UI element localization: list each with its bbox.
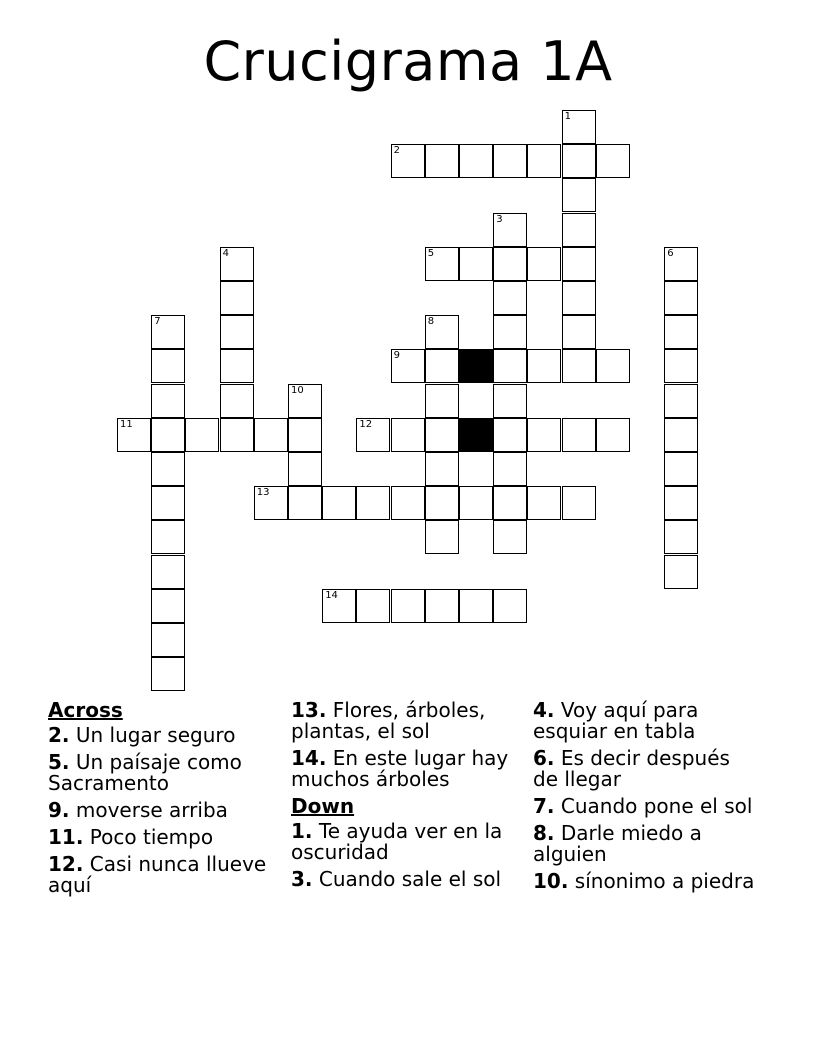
grid-cell[interactable] [391, 418, 425, 452]
clue-across-5: 5. Un paísaje como Sacramento [48, 750, 242, 795]
grid-cell[interactable] [220, 418, 254, 452]
grid-cell[interactable] [117, 418, 151, 452]
clue-across-12: 12. Casi nunca llueve aquí [48, 852, 267, 897]
grid-cell[interactable] [562, 486, 596, 520]
clue-column-2 [291, 700, 526, 896]
clue-column-3 [533, 700, 758, 898]
grid-cell[interactable] [220, 349, 254, 383]
grid-cell[interactable] [151, 452, 185, 486]
grid-cell[interactable] [151, 486, 185, 520]
grid-cell[interactable] [425, 247, 459, 281]
cell-number: 4 [222, 247, 229, 259]
grid-cell[interactable] [254, 418, 288, 452]
clue-down-7: 7. Cuando pone el sol [533, 794, 753, 818]
grid-cell[interactable] [527, 418, 561, 452]
grid-cell[interactable] [254, 486, 288, 520]
grid-cell[interactable] [151, 349, 185, 383]
clue-down-4: 4. Voy aquí para esquiar en tabla [533, 698, 699, 743]
grid-cell[interactable] [562, 144, 596, 178]
grid-cell[interactable] [425, 520, 459, 554]
grid-cell[interactable] [459, 144, 493, 178]
grid-cell[interactable] [664, 247, 698, 281]
grid-cell[interactable] [664, 520, 698, 554]
clue-column-1 [48, 700, 283, 902]
grid-cell[interactable] [493, 486, 527, 520]
grid-cell[interactable] [391, 144, 425, 178]
black-cell [459, 349, 493, 383]
clue-across-14: 14. En este lugar hay muchos árboles [291, 746, 509, 791]
grid-cell[interactable] [493, 349, 527, 383]
grid-cell[interactable] [151, 555, 185, 589]
down-heading: Down [291, 794, 355, 818]
grid-cell[interactable] [664, 384, 698, 418]
cell-number: 3 [496, 213, 503, 225]
grid-cell[interactable] [459, 589, 493, 623]
grid-cell[interactable] [664, 486, 698, 520]
grid-cell[interactable] [425, 486, 459, 520]
grid-cell[interactable] [459, 486, 493, 520]
grid-cell[interactable] [322, 486, 356, 520]
grid-cell[interactable] [596, 144, 630, 178]
grid-cell[interactable] [493, 144, 527, 178]
clue-down-8: 8. Darle miedo a alguien [533, 821, 702, 866]
grid-cell[interactable] [425, 384, 459, 418]
grid-cell[interactable] [562, 110, 596, 144]
grid-cell[interactable] [562, 247, 596, 281]
grid-cell[interactable] [562, 349, 596, 383]
cell-number: 7 [154, 316, 161, 328]
clue-across-2: 2. Un lugar seguro [48, 723, 236, 747]
grid-cell[interactable] [425, 418, 459, 452]
grid-cell[interactable] [664, 349, 698, 383]
cell-number: 13 [256, 487, 270, 499]
clue-across-13: 13. Flores, árboles, plantas, el sol [291, 698, 486, 743]
grid-cell[interactable] [220, 384, 254, 418]
grid-cell[interactable] [664, 418, 698, 452]
grid-cell[interactable] [151, 623, 185, 657]
grid-cell[interactable] [596, 349, 630, 383]
grid-cell[interactable] [151, 589, 185, 623]
grid-cell[interactable] [356, 418, 390, 452]
cell-number: 6 [667, 247, 674, 259]
page-title: Crucigrama 1A [203, 30, 613, 93]
grid-cell[interactable] [527, 349, 561, 383]
clue-down-6: 6. Es decir después de llegar [533, 746, 730, 791]
clue-across-9: 9. moverse arriba [48, 798, 228, 822]
across-heading: Across [48, 698, 123, 722]
grid-cell[interactable] [391, 589, 425, 623]
grid-cell[interactable] [288, 384, 322, 418]
cell-number: 14 [325, 589, 338, 601]
grid-cell[interactable] [425, 315, 459, 349]
grid-cell[interactable] [391, 486, 425, 520]
grid-cell[interactable] [493, 281, 527, 315]
grid-cell[interactable] [151, 315, 185, 349]
grid-cell[interactable] [527, 247, 561, 281]
grid-cell[interactable] [220, 281, 254, 315]
grid-cell[interactable] [664, 555, 698, 589]
grid-cell[interactable] [664, 281, 698, 315]
grid-cell[interactable] [527, 486, 561, 520]
grid-cell[interactable] [596, 418, 630, 452]
grid-cell[interactable] [664, 452, 698, 486]
grid-cell[interactable] [493, 452, 527, 486]
cell-number: 2 [393, 145, 400, 157]
grid-cell[interactable] [493, 589, 527, 623]
black-cell [459, 418, 493, 452]
cell-number: 12 [359, 418, 373, 430]
grid-cell[interactable] [356, 589, 390, 623]
grid-cell[interactable] [562, 213, 596, 247]
cell-number: 8 [427, 316, 435, 328]
grid-cell[interactable] [288, 452, 322, 486]
cell-number: 9 [393, 350, 400, 362]
cell-number: 11 [120, 418, 133, 430]
grid-cell[interactable] [288, 418, 322, 452]
grid-cell[interactable] [562, 178, 596, 212]
grid-cell[interactable] [493, 315, 527, 349]
grid-cell[interactable] [425, 144, 459, 178]
grid-cell[interactable] [664, 315, 698, 349]
clue-across-11: 11. Poco tiempo [48, 825, 214, 849]
grid-cell[interactable] [493, 384, 527, 418]
grid-cell[interactable] [151, 657, 185, 691]
grid-cell[interactable] [425, 589, 459, 623]
grid-cell[interactable] [425, 452, 459, 486]
grid-cell[interactable] [562, 281, 596, 315]
clue-down-10: 10. sínonimo a piedra [533, 869, 755, 893]
grid-cell[interactable] [185, 418, 219, 452]
cell-number: 1 [564, 111, 571, 122]
grid-cell[interactable] [493, 418, 527, 452]
grid-cell[interactable] [151, 384, 185, 418]
clue-down-3: 3. Cuando sale el sol [291, 867, 502, 891]
grid-cell[interactable] [425, 349, 459, 383]
grid-cell[interactable] [220, 247, 254, 281]
grid-cell[interactable] [322, 589, 356, 623]
grid-cell[interactable] [356, 486, 390, 520]
cell-number: 5 [427, 247, 435, 259]
grid-cell[interactable] [459, 247, 493, 281]
grid-cell[interactable] [562, 315, 596, 349]
cell-number: 10 [291, 384, 304, 396]
grid-cell[interactable] [151, 418, 185, 452]
grid-cell[interactable] [493, 520, 527, 554]
grid-cell[interactable] [527, 144, 561, 178]
grid-cell[interactable] [151, 520, 185, 554]
grid-cell[interactable] [493, 213, 527, 247]
grid-cell[interactable] [220, 315, 254, 349]
grid-cell[interactable] [288, 486, 322, 520]
grid-cell[interactable] [493, 247, 527, 281]
clue-down-1: 1. Te ayuda ver en la oscuridad [291, 819, 503, 864]
grid-cell[interactable] [391, 349, 425, 383]
grid-cell[interactable] [562, 418, 596, 452]
